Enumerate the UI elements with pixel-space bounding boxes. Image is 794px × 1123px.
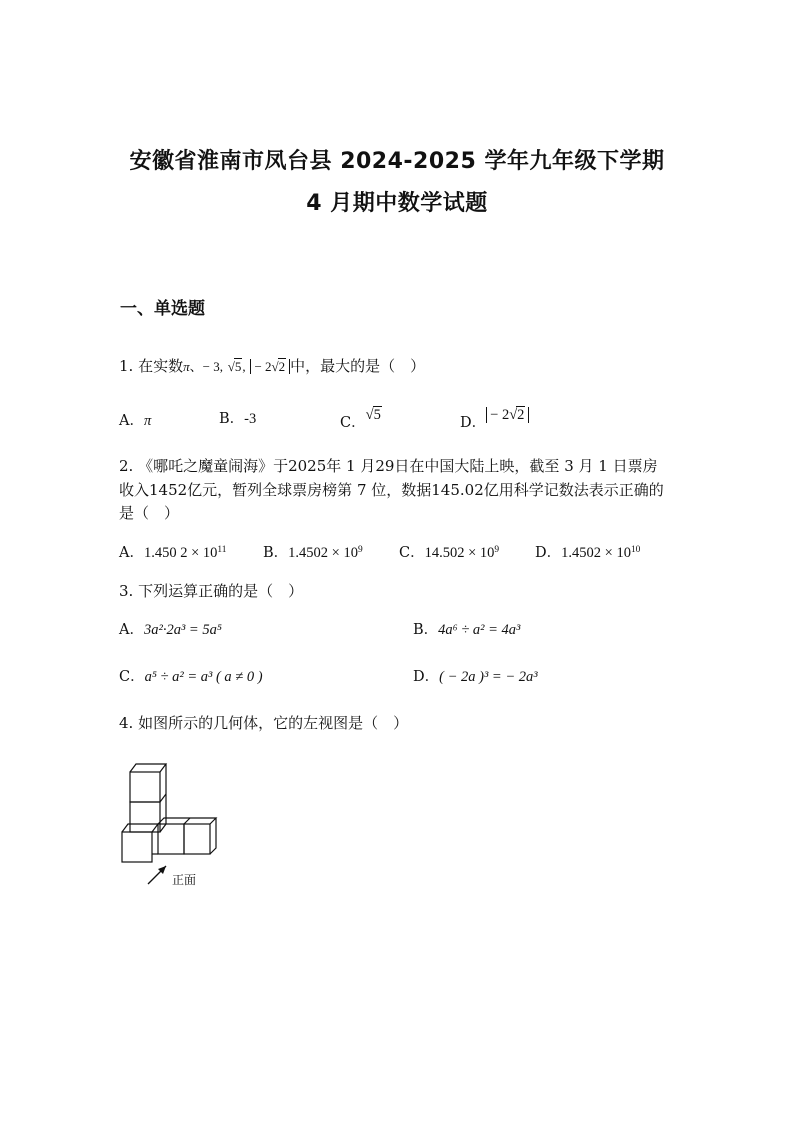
option-expr: 3a²·2a³ = 5a⁵ bbox=[143, 622, 222, 638]
figure-label-front: 正面 bbox=[172, 873, 197, 887]
q2-option-b[interactable] bbox=[263, 541, 363, 562]
math-abs-neg2sqrt2: − 2√2 bbox=[250, 359, 290, 374]
question-number: 4. bbox=[119, 714, 134, 732]
question-2-line1 bbox=[119, 455, 658, 476]
section-heading: 一、单选题 bbox=[120, 299, 205, 319]
cube-top bbox=[122, 824, 158, 832]
option-value: π bbox=[143, 413, 152, 429]
option-value: 14.502 × 10 bbox=[424, 545, 495, 561]
cube-edge bbox=[184, 818, 190, 824]
radicand: 5 bbox=[373, 407, 381, 423]
question-text: 在实数 bbox=[138, 357, 184, 375]
option-label: A． bbox=[119, 545, 144, 561]
question-2-line3: 是（ ） bbox=[119, 504, 180, 522]
radicand: 2 bbox=[517, 407, 525, 423]
document-title-line2: 4 月期中数学试题 bbox=[306, 191, 488, 216]
cube-face bbox=[130, 772, 160, 802]
question-number: 1. bbox=[119, 357, 134, 375]
q1-option-d[interactable] bbox=[460, 403, 529, 431]
math-sep: 、 bbox=[189, 359, 203, 374]
q2-option-d[interactable] bbox=[535, 541, 640, 562]
option-label: A． bbox=[119, 622, 144, 638]
q3-option-a[interactable] bbox=[119, 618, 222, 639]
math-sqrt5: √5 bbox=[227, 359, 242, 374]
option-label: B． bbox=[413, 622, 439, 638]
question-1 bbox=[119, 355, 425, 376]
question-text: 《哪吒之魔童闹海》于2025年 1 月29日在中国大陆上映，截至 3 月 1 日票房 bbox=[138, 457, 658, 475]
option-value: 1.4502 × 10 bbox=[561, 545, 631, 561]
question-4 bbox=[119, 712, 408, 733]
question-3 bbox=[119, 580, 303, 601]
q3-option-b[interactable] bbox=[413, 618, 520, 639]
option-label: D． bbox=[535, 545, 562, 561]
radicand: 5 bbox=[234, 359, 242, 374]
option-label: C． bbox=[399, 545, 425, 561]
abs-prefix: − 2 bbox=[254, 359, 272, 374]
option-label: C． bbox=[340, 415, 366, 431]
option-expr: a⁵ ÷ a² = a³ ( a ≠ 0 ) bbox=[144, 669, 263, 685]
question-text: 如图所示的几何体，它的左视图是（ ） bbox=[138, 714, 409, 732]
abs-prefix: − 2 bbox=[490, 407, 510, 423]
option-label: D． bbox=[460, 415, 487, 431]
math-comma: , bbox=[242, 359, 246, 374]
q2-option-a[interactable] bbox=[119, 541, 226, 562]
option-exponent: 10 bbox=[630, 544, 641, 555]
cube-face bbox=[122, 832, 152, 862]
option-value: 1.450 2 × 10 bbox=[143, 545, 218, 561]
option-exponent: 9 bbox=[357, 544, 363, 555]
document-title-line1: 安徽省淮南市凤台县 2024-2025 学年九年级下学期 bbox=[129, 149, 665, 174]
question-text: 下列运算正确的是（ ） bbox=[138, 582, 304, 600]
math-pi: π bbox=[183, 359, 190, 374]
q2-option-c[interactable] bbox=[399, 541, 499, 562]
option-label: A． bbox=[119, 413, 144, 429]
question-2-line2: 收入1452亿元，暂列全球票房榜第 7 位，数据145.02亿用科学记数法表示正确的 bbox=[119, 481, 664, 499]
q1-option-c[interactable] bbox=[340, 403, 382, 431]
math-comma: , bbox=[219, 359, 223, 374]
option-value-sqrt: √5 bbox=[365, 407, 381, 423]
option-exponent: 9 bbox=[494, 544, 500, 555]
option-label: B． bbox=[263, 545, 289, 561]
question-text-after: 中，最大的是（ ） bbox=[290, 357, 426, 375]
math-neg3: − 3 bbox=[202, 359, 220, 374]
question-number: 3. bbox=[119, 582, 134, 600]
q3-option-d[interactable] bbox=[413, 665, 538, 686]
option-exponent: 11 bbox=[217, 544, 227, 555]
q1-option-a[interactable] bbox=[119, 409, 151, 430]
option-label: D． bbox=[413, 669, 440, 685]
option-expr: ( − 2a )³ = − 2a³ bbox=[439, 669, 538, 685]
question-number: 2. bbox=[119, 457, 134, 475]
cube-face bbox=[184, 824, 210, 854]
q1-option-b[interactable] bbox=[219, 407, 256, 428]
q3-option-c[interactable] bbox=[119, 665, 263, 686]
option-label: C． bbox=[119, 669, 145, 685]
cube-top bbox=[130, 764, 166, 772]
option-value-abs: − 2√2 bbox=[486, 407, 529, 423]
option-value: 1.4502 × 10 bbox=[288, 545, 358, 561]
option-label: B． bbox=[219, 411, 245, 427]
option-expr: 4a⁶ ÷ a² = 4a³ bbox=[438, 622, 521, 638]
option-value: -3 bbox=[244, 411, 257, 427]
cube-edge bbox=[160, 794, 166, 802]
cube-solid-figure bbox=[118, 758, 238, 896]
radicand: 2 bbox=[278, 359, 286, 374]
